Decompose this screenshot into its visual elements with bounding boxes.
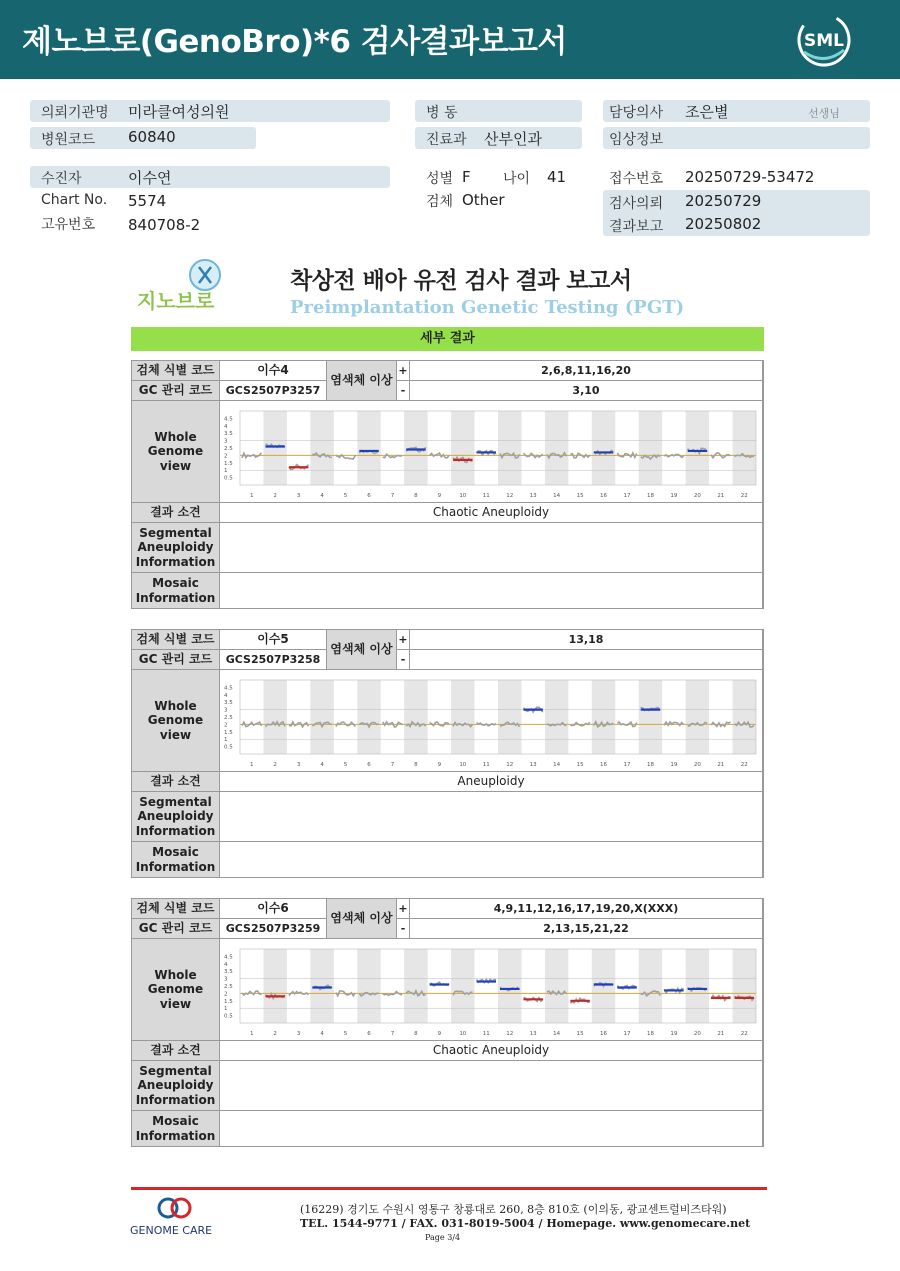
y-tick-label: 3 xyxy=(224,707,228,714)
gain-chromosomes: 4,9,11,12,16,17,19,20,X(XXX) xyxy=(410,899,763,919)
x-tick-label: 4 xyxy=(320,493,324,499)
x-tick-label: 7 xyxy=(390,1031,395,1037)
x-tick-label: 8 xyxy=(414,493,418,499)
x-tick-label: 21 xyxy=(717,1031,725,1037)
gc-code-label: GC 관리 코드 xyxy=(132,919,220,939)
loss-chromosomes xyxy=(410,650,763,670)
sample-code-value: 이수4 xyxy=(220,361,327,381)
x-tick-label: 6 xyxy=(367,1031,371,1037)
chromosome-stripe xyxy=(545,411,568,485)
x-tick-label: 15 xyxy=(576,1031,584,1037)
x-tick-label: 19 xyxy=(670,762,678,768)
y-tick-label: 4.5 xyxy=(224,685,233,692)
x-tick-label: 9 xyxy=(437,493,442,499)
x-tick-label: 17 xyxy=(623,493,631,499)
ward-label: 병 동 xyxy=(426,105,458,121)
y-tick-label: 3.5 xyxy=(224,969,233,976)
sample-code-label: 검체 식별 코드 xyxy=(132,630,220,650)
y-tick-label: 1 xyxy=(224,468,228,475)
chromosome-stripe xyxy=(686,680,709,754)
gc-code-value: GCS2507P3257 xyxy=(220,381,327,401)
chromosome-stripe xyxy=(686,949,709,1023)
whole-genome-plot-cell xyxy=(220,939,763,1041)
chart-value: 5574 xyxy=(128,192,167,210)
sample-code-value: 이수6 xyxy=(220,899,327,919)
loss-chromosomes: 3,10 xyxy=(410,381,763,401)
chromosome-stripe xyxy=(639,949,662,1023)
x-tick-label: 19 xyxy=(670,1031,678,1037)
chromosome-stripe xyxy=(263,949,286,1023)
copy-number-points-chr21 xyxy=(711,453,730,458)
x-tick-label: 12 xyxy=(506,762,514,768)
x-tick-label: 6 xyxy=(367,762,371,768)
section-bar: 세부 결과 xyxy=(131,327,764,351)
x-tick-label: 20 xyxy=(693,1031,701,1037)
mosaic-label: Mosaic Information xyxy=(132,842,220,877)
x-tick-label: 3 xyxy=(296,493,301,499)
footer-address: (16229) 경기도 수원시 영통구 창룡대로 260, 8층 810호 (이의동, 광교센트럴비즈타워) xyxy=(300,1203,727,1216)
result-value: Chaotic Aneuploidy xyxy=(220,503,763,523)
x-tick-label: 21 xyxy=(717,762,725,768)
segmental-label: Segmental Aneuploidy Information xyxy=(132,523,220,573)
chromosome-stripe xyxy=(545,680,568,754)
x-tick-label: 5 xyxy=(343,493,348,499)
age-value: 41 xyxy=(547,168,567,186)
chromosome-stripe xyxy=(357,680,380,754)
gc-code-label: GC 관리 코드 xyxy=(132,650,220,670)
y-tick-label: 2 xyxy=(224,991,228,998)
unique-value: 840708-2 xyxy=(128,216,201,234)
clinical-label: 임상정보 xyxy=(609,132,664,148)
y-tick-label: 2.5 xyxy=(224,984,233,990)
patient-label: 수진자 xyxy=(41,171,82,187)
loss-sign: - xyxy=(397,381,410,401)
x-tick-label: 16 xyxy=(600,1031,608,1037)
y-tick-label: 0.5 xyxy=(224,1013,233,1020)
x-tick-label: 13 xyxy=(529,1031,537,1037)
sex-label: 성별 xyxy=(426,171,454,187)
sex-value: F xyxy=(462,168,471,186)
sample-table xyxy=(131,629,764,878)
x-tick-label: 9 xyxy=(437,762,442,768)
x-tick-label: 20 xyxy=(693,493,701,499)
whole-genome-plot xyxy=(222,403,760,501)
gain-sign: + xyxy=(397,361,410,381)
gc-code-value: GCS2507P3258 xyxy=(220,650,327,670)
footer-contact: TEL. 1544-9771 / FAX. 031-8019-5004 / Homepage. www.genomecare.net xyxy=(300,1217,751,1230)
sml-logo-icon xyxy=(796,12,852,68)
x-tick-label: 7 xyxy=(390,762,395,768)
x-tick-label: 2 xyxy=(273,762,277,768)
gain-sign: + xyxy=(397,630,410,650)
doctor-label: 담당의사 xyxy=(609,105,664,121)
chromosome-stripe xyxy=(545,949,568,1023)
x-tick-label: 3 xyxy=(296,1031,301,1037)
x-tick-label: 13 xyxy=(529,493,537,499)
chromosome-stripe xyxy=(263,411,286,485)
institution-label: 의뢰기관명 xyxy=(41,105,109,121)
x-tick-label: 10 xyxy=(459,1031,467,1037)
x-tick-label: 18 xyxy=(646,762,654,768)
chromosome-stripe xyxy=(310,411,333,485)
doctor-suffix: 선생님 xyxy=(808,107,840,120)
x-tick-label: 17 xyxy=(623,762,631,768)
x-tick-label: 1 xyxy=(249,1031,254,1037)
segmental-value xyxy=(220,792,763,842)
genobro-logo-text: 지노브로 xyxy=(137,289,215,313)
receipt-value: 20250729-53472 xyxy=(685,168,815,186)
chromosome-stripe xyxy=(686,411,709,485)
x-tick-label: 5 xyxy=(343,762,348,768)
age-label: 나이 xyxy=(503,171,531,187)
mosaic-label: Mosaic Information xyxy=(132,573,220,608)
whole-genome-view-label: Whole Genome view xyxy=(132,401,220,503)
mosaic-value xyxy=(220,1111,763,1146)
chart-label: Chart No. xyxy=(41,192,108,208)
specimen-label: 검체 xyxy=(426,194,454,210)
result-value: Chaotic Aneuploidy xyxy=(220,1041,763,1061)
footer-line xyxy=(131,1187,767,1190)
report-date-label: 결과보고 xyxy=(609,219,664,235)
chromosome-stripe xyxy=(357,411,380,485)
result-label: 결과 소견 xyxy=(132,503,220,523)
sml-logo-text: SML xyxy=(804,31,844,51)
y-tick-label: 1.5 xyxy=(224,460,233,467)
segmental-label: Segmental Aneuploidy Information xyxy=(132,1061,220,1111)
hospital-code-value: 60840 xyxy=(128,128,176,146)
chromosome-stripe xyxy=(451,680,474,754)
copy-number-points-chr7 xyxy=(383,454,403,458)
chromosome-stripe xyxy=(733,949,756,1023)
x-tick-label: 12 xyxy=(506,493,514,499)
y-tick-label: 3.5 xyxy=(224,700,233,707)
y-tick-label: 2 xyxy=(224,453,228,460)
x-tick-label: 22 xyxy=(740,493,748,499)
receipt-label: 접수번호 xyxy=(609,171,664,187)
chromosome-stripe xyxy=(451,411,474,485)
institution-value: 미라클여성의원 xyxy=(128,103,230,121)
report-subtitle: Preimplantation Genetic Testing (PGT) xyxy=(290,297,685,318)
whole-genome-plot xyxy=(222,672,760,770)
x-tick-label: 14 xyxy=(553,762,561,768)
copy-number-points-chr11 xyxy=(477,723,497,726)
chromosome-stripe xyxy=(639,680,662,754)
gc-code-label: GC 관리 코드 xyxy=(132,381,220,401)
x-tick-label: 22 xyxy=(740,1031,748,1037)
x-tick-label: 17 xyxy=(623,1031,631,1037)
x-tick-label: 9 xyxy=(437,1031,442,1037)
report-title: 착상전 배아 유전 검사 결과 보고서 xyxy=(290,268,632,294)
x-tick-label: 7 xyxy=(390,493,395,499)
unique-label: 고유번호 xyxy=(41,217,96,233)
chromosome-abnormality-label: 염색체 이상 xyxy=(327,630,397,670)
x-tick-label: 2 xyxy=(273,493,277,499)
chromosome-stripe xyxy=(263,680,286,754)
x-tick-label: 11 xyxy=(482,762,490,768)
x-tick-label: 10 xyxy=(459,762,467,768)
chromosome-stripe xyxy=(310,680,333,754)
loss-sign: - xyxy=(397,919,410,939)
patient-value: 이수연 xyxy=(128,169,172,187)
chromosome-stripe xyxy=(498,949,521,1023)
chromosome-stripe xyxy=(498,411,521,485)
y-tick-label: 2.5 xyxy=(224,715,233,721)
copy-number-points-chr19 xyxy=(664,454,683,457)
y-tick-label: 2 xyxy=(224,722,228,729)
segmental-value xyxy=(220,523,763,573)
chromosome-stripe xyxy=(592,680,615,754)
y-tick-label: 2.5 xyxy=(224,446,233,452)
chromosome-stripe xyxy=(498,680,521,754)
chromosome-stripe xyxy=(592,411,615,485)
x-tick-label: 4 xyxy=(320,762,324,768)
genome-care-logo-icon xyxy=(128,1196,228,1240)
genobro-logo-icon xyxy=(135,255,245,313)
result-label: 결과 소견 xyxy=(132,772,220,792)
y-tick-label: 4.5 xyxy=(224,954,233,961)
y-tick-label: 0.5 xyxy=(224,475,233,482)
x-tick-label: 15 xyxy=(576,762,584,768)
x-tick-label: 5 xyxy=(343,1031,348,1037)
y-tick-label: 1 xyxy=(224,737,228,744)
chromosome-stripe xyxy=(733,411,756,485)
chromosome-stripe xyxy=(404,949,427,1023)
chromosome-abnormality-label: 염색체 이상 xyxy=(327,899,397,939)
chromosome-stripe xyxy=(733,680,756,754)
y-tick-label: 3.5 xyxy=(224,431,233,438)
segmental-value xyxy=(220,1061,763,1111)
y-tick-label: 4 xyxy=(224,423,228,430)
sample-code-label: 검체 식별 코드 xyxy=(132,899,220,919)
x-tick-label: 4 xyxy=(320,1031,324,1037)
loss-chromosomes: 2,13,15,21,22 xyxy=(410,919,763,939)
x-tick-label: 18 xyxy=(646,1031,654,1037)
header-bar xyxy=(0,0,900,79)
whole-genome-view-label: Whole Genome view xyxy=(132,939,220,1041)
page-title: 제노브로(GenoBro)*6 검사결과보고서 xyxy=(22,24,567,60)
y-tick-label: 3 xyxy=(224,438,228,445)
y-tick-label: 1.5 xyxy=(224,729,233,736)
request-label: 검사의뢰 xyxy=(609,196,664,212)
x-tick-label: 1 xyxy=(249,493,254,499)
chromosome-stripe xyxy=(639,411,662,485)
x-tick-label: 3 xyxy=(296,762,301,768)
copy-number-points-chr3 xyxy=(289,992,309,996)
sample-code-value: 이수5 xyxy=(220,630,327,650)
department-label: 진료과 xyxy=(426,132,467,148)
whole-genome-plot xyxy=(222,941,760,1039)
x-tick-label: 20 xyxy=(693,762,701,768)
chromosome-stripe xyxy=(451,949,474,1023)
chromosome-abnormality-label: 염색체 이상 xyxy=(327,361,397,401)
whole-genome-plot-cell xyxy=(220,401,763,503)
chromosome-stripe xyxy=(404,680,427,754)
x-tick-label: 16 xyxy=(600,493,608,499)
x-tick-label: 19 xyxy=(670,493,678,499)
x-tick-label: 11 xyxy=(482,493,490,499)
x-tick-label: 16 xyxy=(600,762,608,768)
mosaic-label: Mosaic Information xyxy=(132,1111,220,1146)
report-date-value: 20250802 xyxy=(685,215,762,233)
whole-genome-plot-cell xyxy=(220,670,763,772)
footer-company: GENOME CARE xyxy=(130,1224,213,1237)
x-tick-label: 18 xyxy=(646,493,654,499)
mosaic-value xyxy=(220,573,763,608)
sample-table xyxy=(131,360,764,609)
x-tick-label: 11 xyxy=(482,1031,490,1037)
copy-number-points-chr5 xyxy=(336,991,356,996)
x-tick-label: 21 xyxy=(717,493,725,499)
x-tick-label: 22 xyxy=(740,762,748,768)
sample-table xyxy=(131,898,764,1147)
gain-chromosomes: 13,18 xyxy=(410,630,763,650)
segmental-label: Segmental Aneuploidy Information xyxy=(132,792,220,842)
request-value: 20250729 xyxy=(685,192,762,210)
loss-sign: - xyxy=(397,650,410,670)
x-tick-label: 15 xyxy=(576,493,584,499)
y-tick-label: 0.5 xyxy=(224,744,233,751)
x-tick-label: 6 xyxy=(367,493,371,499)
x-tick-label: 10 xyxy=(459,493,467,499)
whole-genome-view-label: Whole Genome view xyxy=(132,670,220,772)
y-tick-label: 4.5 xyxy=(224,416,233,423)
x-tick-label: 14 xyxy=(553,493,561,499)
gain-chromosomes: 2,6,8,11,16,20 xyxy=(410,361,763,381)
x-tick-label: 8 xyxy=(414,762,418,768)
result-label: 결과 소견 xyxy=(132,1041,220,1061)
x-tick-label: 2 xyxy=(273,1031,277,1037)
chromosome-stripe xyxy=(357,949,380,1023)
x-tick-label: 12 xyxy=(506,1031,514,1037)
department-value: 산부인과 xyxy=(484,130,542,148)
x-tick-label: 1 xyxy=(249,762,254,768)
y-tick-label: 1.5 xyxy=(224,998,233,1005)
mosaic-value xyxy=(220,842,763,877)
specimen-value: Other xyxy=(462,191,505,209)
y-tick-label: 1 xyxy=(224,1006,228,1013)
x-tick-label: 13 xyxy=(529,762,537,768)
x-tick-label: 14 xyxy=(553,1031,561,1037)
gain-sign: + xyxy=(397,899,410,919)
sample-code-label: 검체 식별 코드 xyxy=(132,361,220,381)
gc-code-value: GCS2507P3259 xyxy=(220,919,327,939)
doctor-value: 조은별 xyxy=(685,103,729,121)
y-tick-label: 4 xyxy=(224,961,228,968)
result-value: Aneuploidy xyxy=(220,772,763,792)
x-tick-label: 8 xyxy=(414,1031,418,1037)
patient-row xyxy=(30,166,390,188)
y-tick-label: 3 xyxy=(224,976,228,983)
copy-number-points-chr1 xyxy=(242,453,262,458)
footer-page: Page 3/4 xyxy=(425,1233,461,1242)
hospital-code-label: 병원코드 xyxy=(41,132,96,148)
y-tick-label: 4 xyxy=(224,692,228,699)
